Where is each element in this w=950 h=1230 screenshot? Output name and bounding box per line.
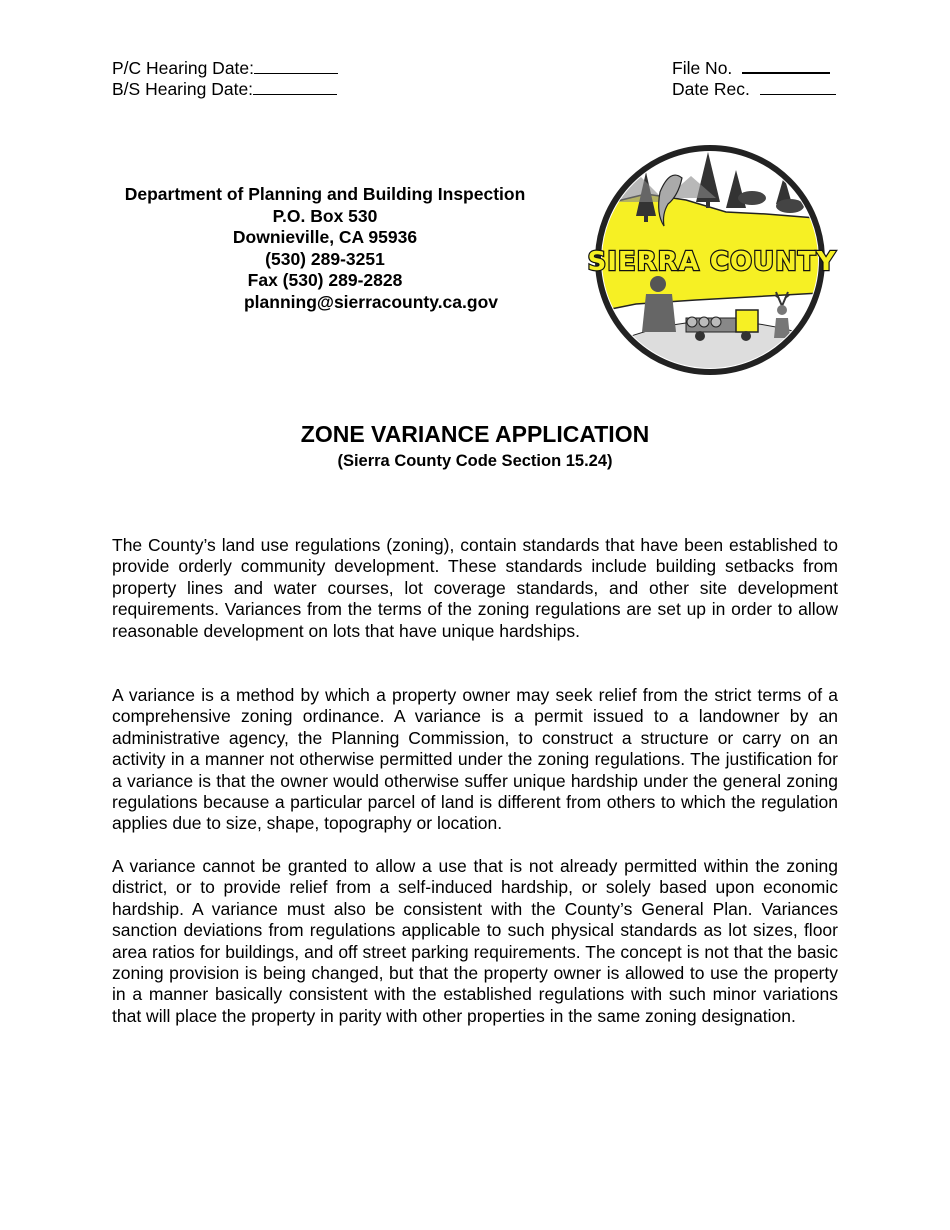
bs-hearing-date-blank[interactable] <box>253 80 337 95</box>
file-no-blank[interactable] <box>742 58 830 74</box>
sierra-county-seal <box>576 142 844 378</box>
seal-text: SIERRA COUNTY <box>587 247 837 277</box>
department-email: planning@sierracounty.ca.gov <box>243 291 498 312</box>
form-subtitle: (Sierra County Code Section 15.24) <box>337 452 613 470</box>
date-rec-blank[interactable] <box>760 80 836 95</box>
date-rec-field[interactable] <box>672 79 836 100</box>
pc-hearing-date-blank[interactable] <box>254 59 338 74</box>
department-name: Department of Planning and Building Inspection <box>124 184 526 204</box>
department-address-block <box>112 184 538 314</box>
pc-hearing-date-field[interactable] <box>112 58 338 79</box>
form-title: ZONE VARIANCE APPLICATION <box>300 421 650 447</box>
intro-paragraph: The County’s land use regulations (zoning), contain standards that have been established to provide orderly community development. These standards include building setbacks from property lines and water courses, lot coverage standards, and other site development requirements. Variances from the terms of the zoning regulations are set up in order to allow reasonable development on lots that have unique hardships. <box>112 535 838 641</box>
department-phone: (530) 289-3251 <box>265 248 385 269</box>
file-no-field[interactable] <box>672 58 830 79</box>
department-po-box: P.O. Box 530 <box>272 205 378 226</box>
department-city: Downieville, CA 95936 <box>232 227 418 248</box>
pc-hearing-date-label: P/C Hearing Date: <box>112 58 255 78</box>
variance-limits-paragraph: A variance cannot be granted to allow a use that is not already permitted within the zoning district, or to provide relief from a self-induced hardship, or solely based upon economic hardship. A variance must also be consistent with the County’s General Plan. Variances sanction deviations from regulations applicable to such physical standards as lot sizes, floor area ratios for buildings, and off street parking requirements. The concept is not that the basic zoning provision is being changed, but that the property owner is allowed to use the property in a manner basically consistent with the established regulations with such minor variations that will place the property in parity with other properties in the same zoning designation. <box>112 856 838 1026</box>
file-no-label: File No. <box>672 58 733 78</box>
date-rec-label: Date Rec. <box>672 79 750 99</box>
variance-definition-paragraph: A variance is a method by which a property owner may seek relief from the strict terms of a comprehensive zoning ordinance. A variance is a permit issued to a landowner by an administrative agency, the Planning Commission, to construct a structure or carry on an activity in a manner not otherwise permitted under the zoning regulations. The justification for a variance is that the owner would otherwise suffer unique hardship under the general zoning regulations because a particular parcel of land is different from others to which the regulation applies due to size, shape, topography or location. <box>112 685 838 834</box>
bs-hearing-date-field[interactable] <box>112 79 337 100</box>
department-fax: Fax (530) 289-2828 <box>247 270 403 291</box>
bs-hearing-date-label: B/S Hearing Date: <box>112 79 254 99</box>
